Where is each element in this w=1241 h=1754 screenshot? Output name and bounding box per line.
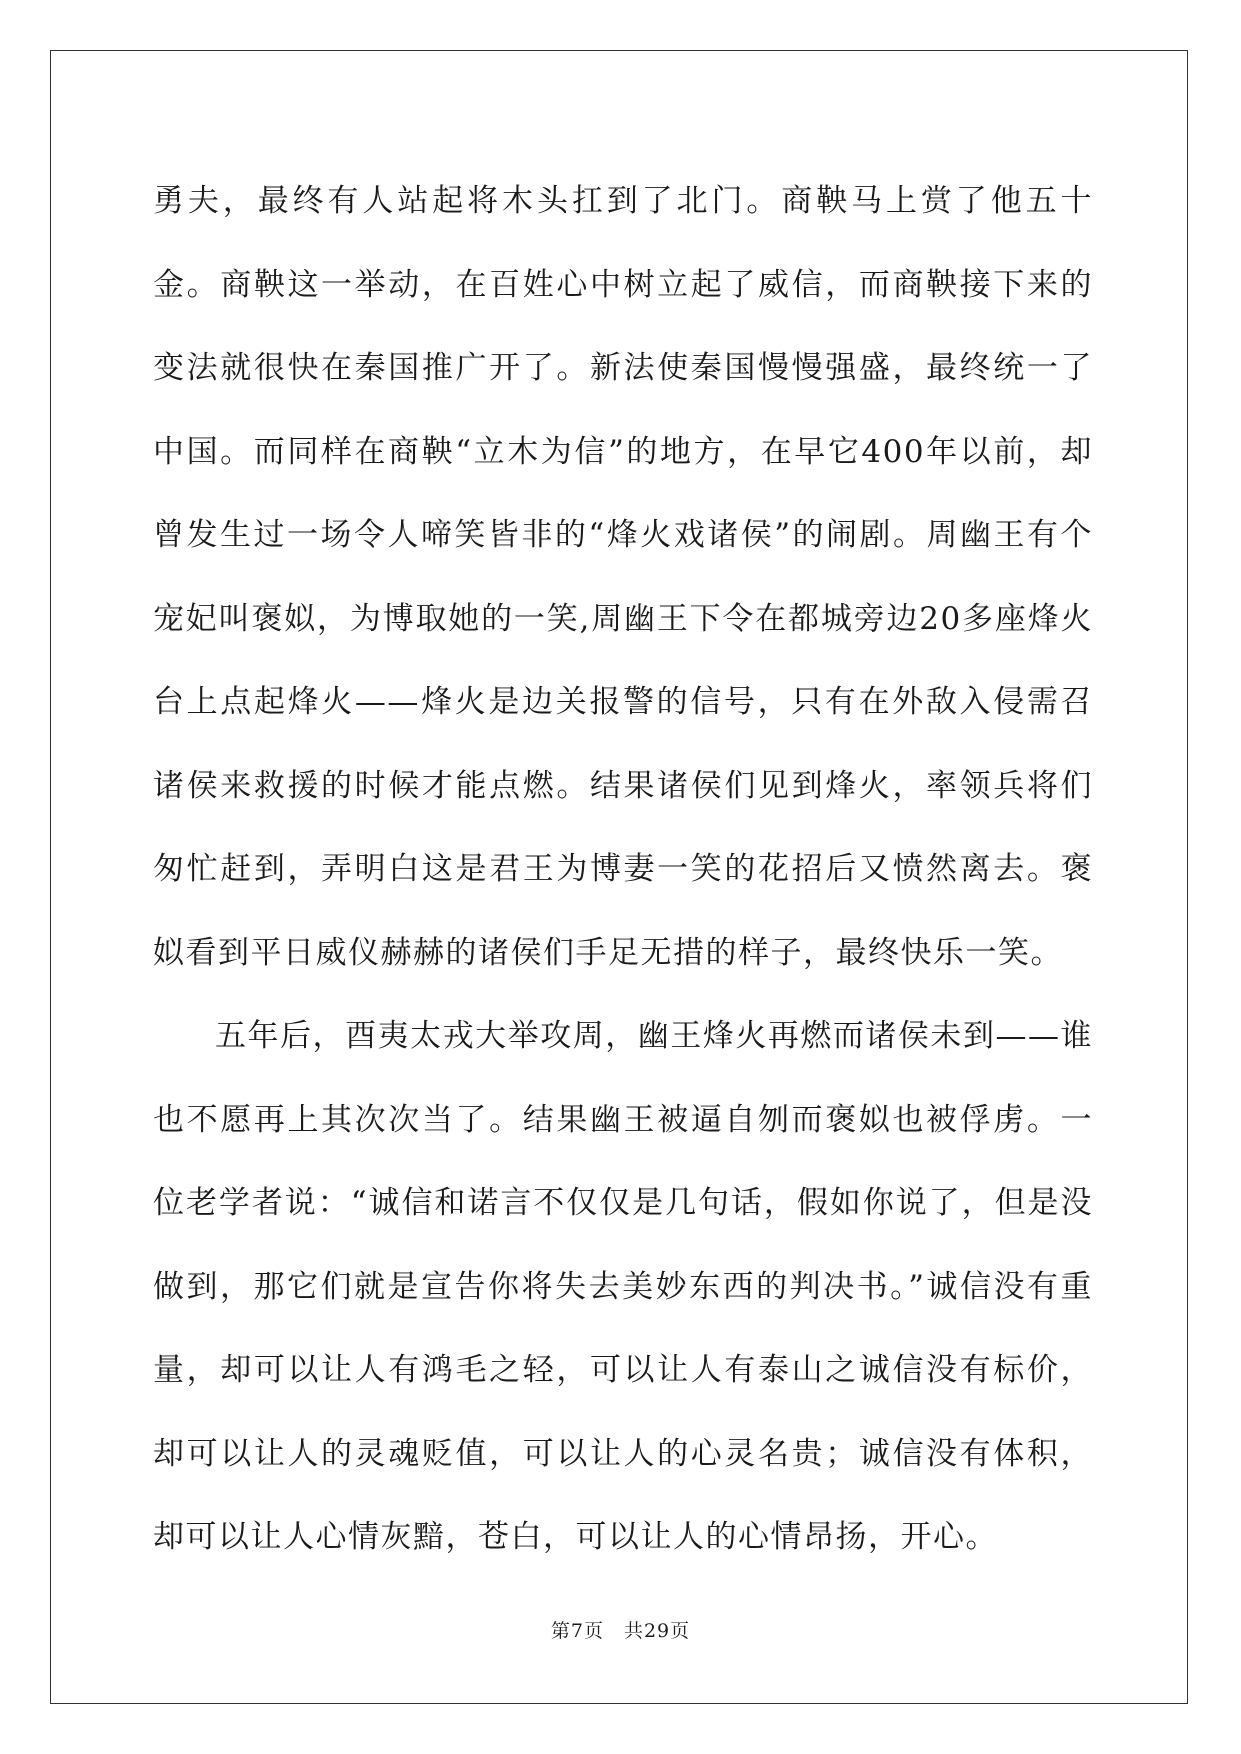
paragraph-1: 勇夫，最终有人站起将木头扛到了北门。商鞅马上赏了他五十金。商鞅这一举动，在百姓心中树立起了威信，而商鞅接下来的变法就很快在秦国推广开了。新法使秦国慢慢强盛，最终统一了中国。而同样在商鞅“立木为信”的地方，在早它400年以前，却曾发生过一场令人啼笑皆非的“烽火戏诸侯”的闹剧。周幽王有个宠妃叫褒姒，为博取她的一笑,周幽王下令在都城旁边20多座烽火台上点起烽火——烽火是边关报警的信号，只有在外敌入侵需召诸侯来救援的时候才能点燃。结果诸侯们见到烽火，率领兵将们匆忙赶到，弄明白这是君王为博妻一笑的花招后又愤然离去。褒姒看到平日威仪赫赫的诸侯们手足无措的样子，最终快乐一笑。 — [153, 183, 1093, 971]
page-number: 第7页 共29页 — [550, 1620, 691, 1642]
paragraph-2: 五年后，酉夷太戎大举攻周，幽王烽火再燃而诸侯未到——谁也不愿再上其次次当了。结果幽王被逼自刎而褒姒也被俘虏。一位老学者说：“诚信和诺言不仅仅是几句话，假如你说了，但是没做到，那它们就是宣告你将失去美妙东西的判决书。”诚信没有重量，却可以让人有鸿毛之轻，可以让人有泰山之诚信没有标价，却可以让人的灵魂贬值，可以让人的心灵名贵；诚信没有体积，却可以让人心情灰黯，苍白，可以让人的心情昂扬，开心。 — [153, 1018, 1093, 1555]
document-body — [153, 160, 1093, 1580]
